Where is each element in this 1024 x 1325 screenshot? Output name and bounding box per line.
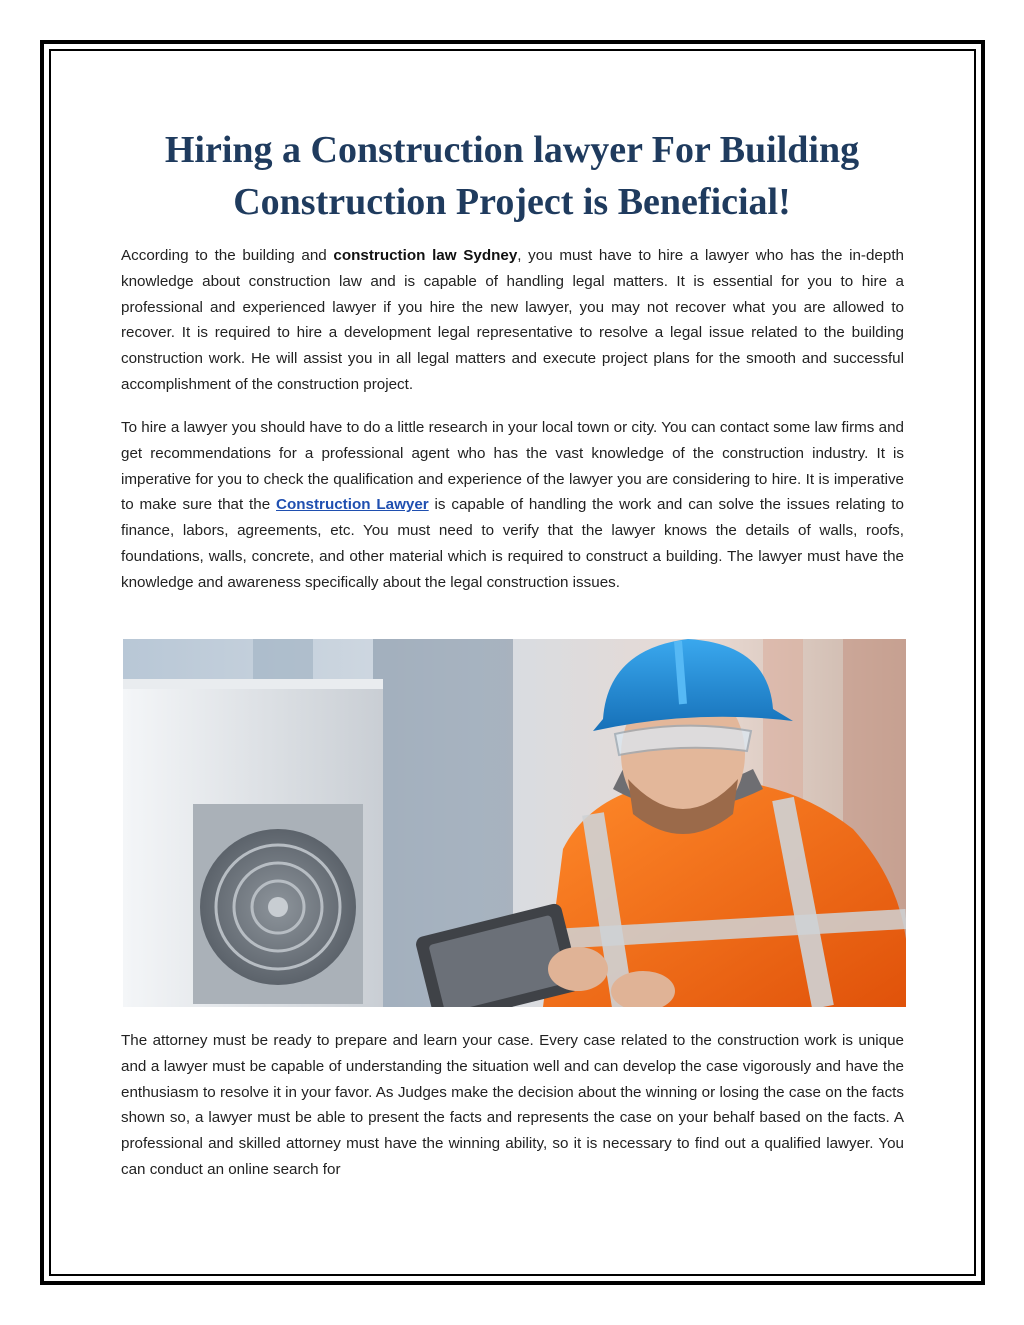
paragraph-intro-end: , you must have to hire a lawyer who has the in-depth knowledge about construction law and is capable of handling legal matters. It is essential for you to hire a professional and experienced lawyer if you hire the new lawyer, you may not recover what you are allowed to recover. It is required to hire a development legal representative to resolve a legal issue related to the building construction work. He will assist you in all legal matters and execute project plans for the smooth and successful accomplishment of the construction project. <box>121 247 904 393</box>
worker-photo-illustration <box>123 639 906 1007</box>
paragraph-intro <box>121 243 904 398</box>
paragraph-attorney: The attorney must be ready to prepare and learn your case. Every case related to the construction work is unique and a lawyer must be capable of understanding the situation well and can develop the case vigorously and have the enthusiasm to resolve it in your favor. As Judges make the decision about the winning or losing the case on the facts shown so, a lawyer must be able to present the facts and represents the case on your behalf based on the facts. A professional and skilled attorney must have the winning ability, so it is necessary to find out a qualified lawyer. You can conduct an online search for <box>121 1032 904 1178</box>
paragraph-research <box>121 415 904 596</box>
construction-lawyer-link[interactable]: Construction Lawyer <box>276 496 429 514</box>
paragraph-intro-start: According to the building and <box>121 247 334 264</box>
paragraph-research-end: is capable of handling the work and can solve the issues relating to finance, labors, agreements, etc. You must need to verify that the lawyer knows the details of walls, roofs, foundations, walls, concrete, and other material which is required to construct a building. The lawyer must have the knowledge and awareness specifically about the legal construction issues. <box>121 496 905 591</box>
worker-photo <box>123 639 906 1007</box>
paragraph-research-start: To hire a lawyer you should have to do a little research in your local town or city. You can contact some law firms and get recommendations for a professional agent who has the vast knowledge of the construction industry. It is imperative for you to check the qualification and experience of the lawyer you are considering to hire. It is imperative to make sure that the <box>121 419 904 514</box>
page-title: Hiring a Construction lawyer For Building Construction Project is Beneficial! <box>164 129 860 223</box>
keyword-construction-law-sydney: construction law Sydney <box>333 247 518 264</box>
